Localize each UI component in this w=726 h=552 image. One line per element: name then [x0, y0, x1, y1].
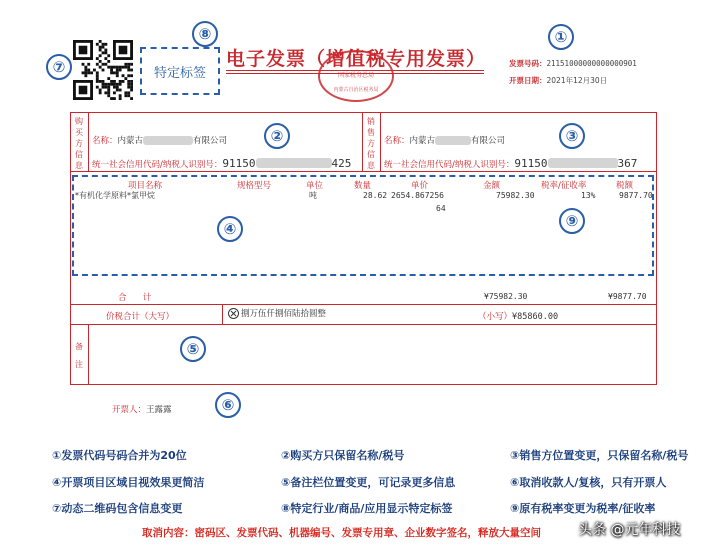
buyer-name-prefix: 内蒙古	[117, 136, 144, 146]
seller-tax-label: 统一社会信用代码/纳税人识别号：	[384, 160, 515, 170]
seller-tax-suffix: 367	[617, 157, 638, 170]
invoice-title: 电子发票（增值税专用发票）	[226, 48, 487, 70]
marker-8: ⑧	[192, 21, 218, 47]
item-name: *有机化学原料*氯甲烷	[75, 191, 155, 200]
grand-total-label: 价税合计（大写）	[106, 312, 175, 322]
seller-label-divider	[380, 112, 381, 171]
invoice-code-label: 发票号码：	[509, 59, 547, 68]
grand-total-small-label: （小写）	[478, 312, 513, 322]
issuer-row	[112, 403, 172, 415]
special-tag-box	[140, 47, 220, 95]
seller-tax-prefix: 91150	[514, 157, 548, 170]
grand-total-upper: 捌万伍仟捌佰陆拾圆整	[241, 309, 327, 319]
item-qty: 28.62	[363, 191, 388, 200]
notes-top-line	[70, 324, 657, 325]
notes-label-divider	[88, 324, 89, 385]
invoice-date-label: 开票日期：	[509, 76, 547, 85]
total-amount: ¥75982.30	[484, 292, 528, 301]
redaction-blur	[256, 158, 332, 168]
header-tax: 税额	[616, 181, 634, 191]
grand-total-divider	[222, 304, 223, 324]
buyer-name-label: 名称：	[92, 136, 118, 146]
footnote-2: ②购买方只保留名称/税号	[281, 449, 405, 462]
footnote-5: ⑤备注栏位置变更，可记录更多信息	[281, 476, 456, 489]
header-spec: 规格型号	[237, 181, 272, 191]
invoice-code-value: 21151000000000000901	[546, 59, 637, 68]
buyer-tax-prefix: 91150	[222, 157, 256, 170]
redaction-blur	[548, 158, 618, 168]
item-price: 2654.867256	[391, 191, 444, 200]
invoice-date-value: 2021年12月30日	[546, 76, 608, 85]
header-item-name: 项目名称	[128, 181, 163, 191]
footnote-6: ⑥取消收款人/复核，只有开票人	[510, 476, 667, 489]
footnote-1: ①发票代码号码合并为20位	[52, 449, 187, 462]
marker-7: ⑦	[46, 54, 72, 80]
party-middle-divider	[362, 112, 363, 171]
item-rate: 13%	[581, 191, 596, 200]
item-price-cont: 64	[436, 204, 446, 213]
buyer-tax-row	[92, 152, 351, 171]
invoice-date-row	[509, 75, 607, 86]
watermark: 头条 @元年科技	[578, 522, 681, 538]
seller-side-label: 销售方信息	[367, 117, 375, 170]
footnote-7: ⑦动态二维码包含信息变更	[52, 502, 183, 515]
header-amount: 金额	[483, 181, 501, 191]
marker-4: ④	[217, 216, 243, 242]
item-amount: 75982.30	[496, 191, 535, 200]
footnote-8: ⑧特定行业/商品/应用显示特定标签	[281, 502, 453, 515]
buyer-name-suffix: 有限公司	[193, 136, 228, 146]
item-unit: 吨	[309, 191, 317, 200]
cancelled-note: 取消内容：密码区、发票代码、机器编号、发票专用章、企业数字签名，释放大量空间	[142, 527, 541, 539]
seller-name-row	[384, 134, 505, 146]
marker-5: ⑤	[180, 336, 206, 362]
issuer-label: 开票人：	[112, 405, 147, 415]
qr-code-icon	[73, 40, 133, 100]
buyer-tax-label: 统一社会信用代码/纳税人识别号：	[92, 160, 223, 170]
grand-total-small-row	[478, 310, 558, 322]
seller-name-prefix: 内蒙古	[409, 136, 436, 146]
marker-3: ③	[559, 123, 585, 149]
marker-6: ⑥	[215, 392, 241, 418]
marker-9: ⑨	[559, 208, 585, 234]
tax-seal	[318, 50, 394, 102]
qr-code	[73, 40, 133, 100]
header-rate: 税率/征收率	[541, 181, 587, 191]
seal-text-mid: 国家税务总局	[337, 72, 374, 79]
header-price: 单价	[411, 181, 429, 191]
seal-text-bottom: 内蒙古自治区税务局	[333, 87, 379, 93]
issuer-name: 王露露	[146, 405, 172, 415]
party-section-bottom	[70, 171, 657, 172]
invoice-code-row	[509, 58, 637, 69]
seller-name-label: 名称：	[384, 136, 410, 146]
footnote-9: ⑨原有税率变更为税率/征收率	[510, 502, 656, 515]
cross-circle-icon	[228, 308, 239, 319]
footnote-4: ④开票项目区域目视效果更简洁	[52, 476, 205, 489]
buyer-label-divider	[88, 112, 89, 171]
buyer-name-row	[92, 134, 227, 146]
redaction-blur	[435, 136, 471, 145]
total-tax: ¥9877.70	[608, 292, 647, 301]
buyer-side-label: 购买方信息	[75, 117, 83, 170]
total-row-line	[70, 304, 657, 305]
special-tag-label: 特定标签	[153, 65, 206, 81]
grand-total-upper-row	[228, 307, 326, 319]
redaction-blur	[143, 136, 193, 145]
header-unit: 单位	[306, 181, 324, 191]
notes-label: 备注	[75, 342, 83, 369]
seller-tax-row	[384, 152, 637, 171]
total-label: 合 计	[118, 293, 152, 303]
item-tax: 9877.70	[619, 191, 653, 200]
marker-2: ②	[264, 123, 290, 149]
seller-name-suffix: 有限公司	[471, 136, 506, 146]
grand-total-small: ¥85860.00	[512, 312, 559, 322]
header-qty: 数量	[354, 181, 372, 191]
marker-1: ①	[548, 24, 574, 50]
footnote-3: ③销售方位置变更，只保留名称/税号	[510, 449, 689, 462]
buyer-tax-suffix: 425	[331, 157, 352, 170]
